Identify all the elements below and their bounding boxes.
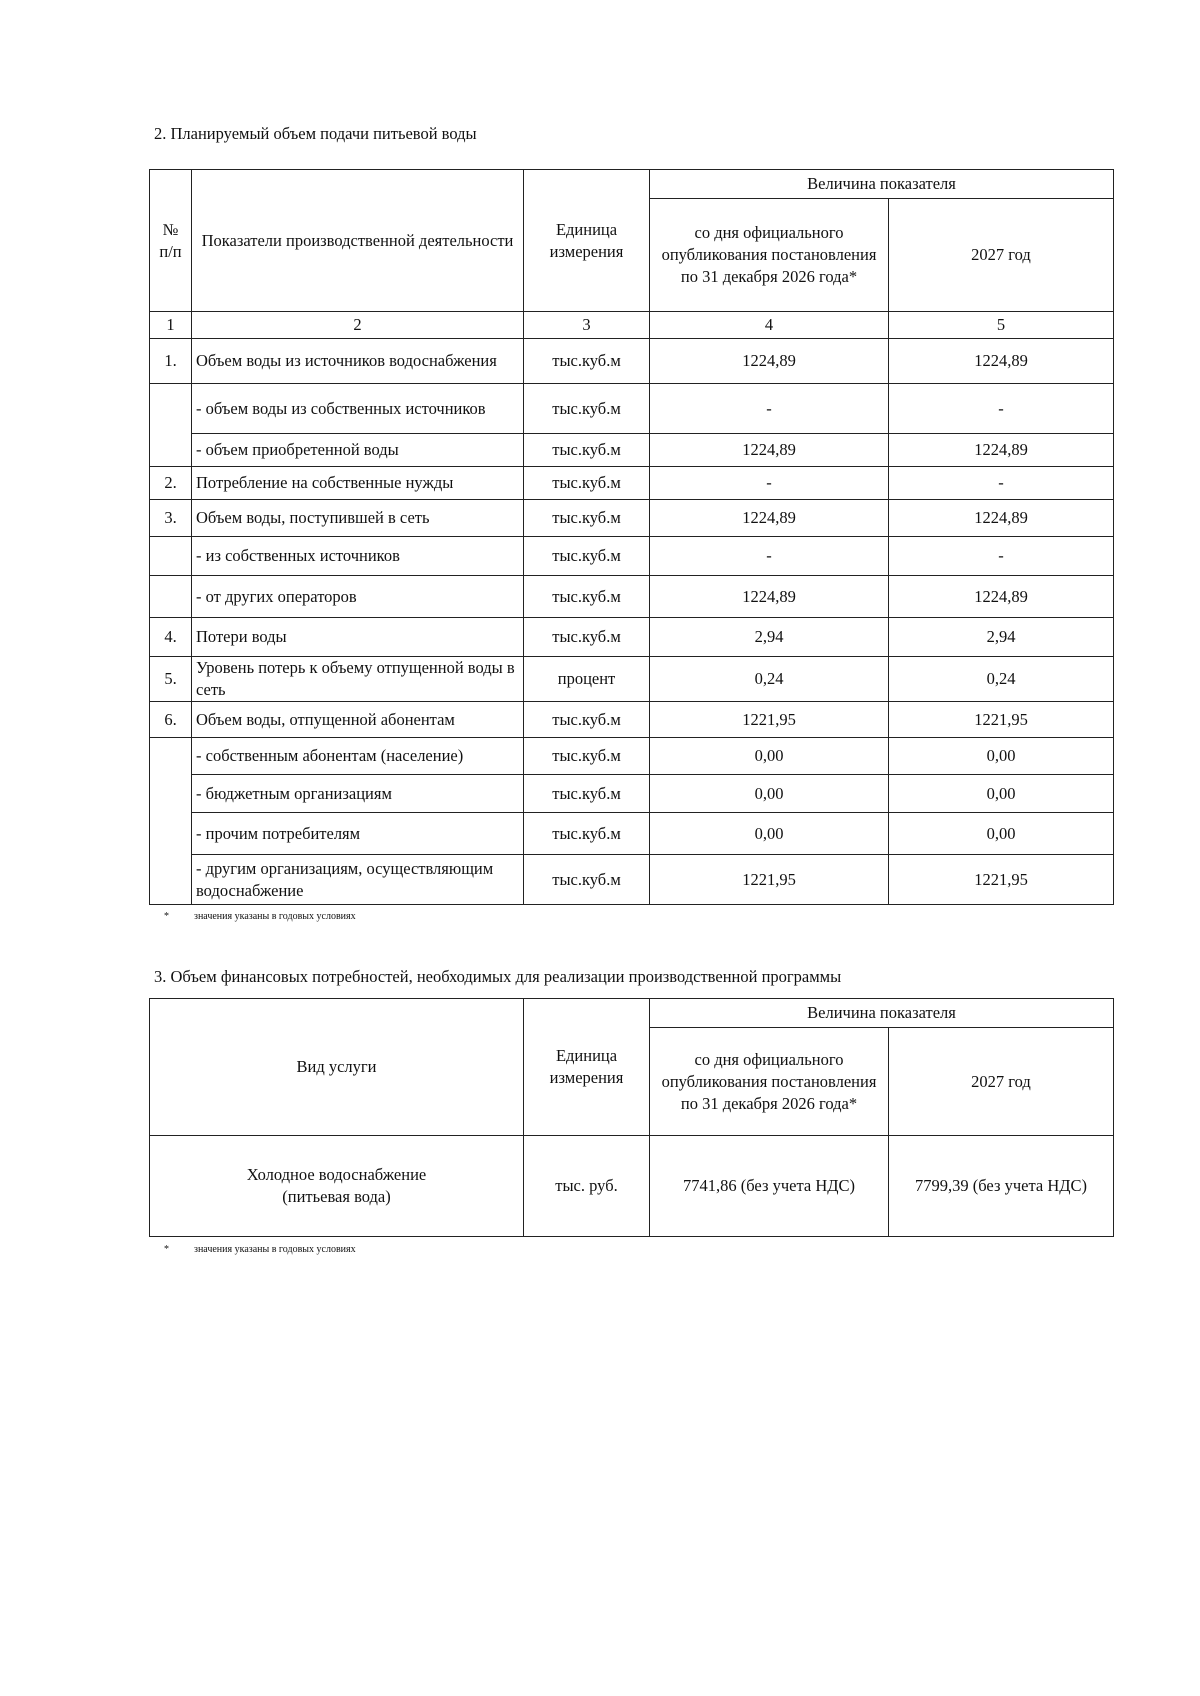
footnote-text: значения указаны в годовых условиях: [194, 1244, 356, 1255]
footnote-star: *: [164, 911, 169, 922]
row-unit: процент: [524, 657, 650, 702]
table-row: [150, 1136, 1114, 1237]
row-unit: тыс.куб.м: [524, 738, 650, 775]
row-value-2: 2,94: [889, 618, 1114, 657]
row-value-1: -: [650, 537, 889, 576]
footnote-star: *: [164, 1244, 169, 1255]
row-value-2: 1224,89: [889, 339, 1114, 384]
colnum-2: 2: [192, 312, 524, 339]
column-number-row: [150, 312, 1114, 339]
service-value-1: 7741,86 (без учета НДС): [650, 1136, 889, 1237]
row-value-1: -: [650, 467, 889, 500]
table-row: [150, 537, 1114, 576]
row-num: [150, 537, 192, 576]
section3-footnote: [164, 1244, 356, 1255]
table-row: [150, 576, 1114, 618]
row-value-2: 0,00: [889, 813, 1114, 855]
header-period-2: 2027 год: [889, 1028, 1114, 1136]
row-num: [150, 738, 192, 905]
row-unit: тыс.куб.м: [524, 576, 650, 618]
colnum-4: 4: [650, 312, 889, 339]
row-name: Потребление на собственные нужды: [192, 467, 524, 500]
row-unit: тыс.куб.м: [524, 537, 650, 576]
table-row: [150, 775, 1114, 813]
row-value-2: -: [889, 537, 1114, 576]
row-unit: тыс.куб.м: [524, 384, 650, 434]
row-value-1: 2,94: [650, 618, 889, 657]
row-name: - объем воды из собственных источников: [192, 384, 524, 434]
table-row: [150, 384, 1114, 434]
row-value-2: 0,24: [889, 657, 1114, 702]
row-value-1: 1224,89: [650, 339, 889, 384]
header-value-group: Величина показателя: [650, 999, 1114, 1028]
header-period-1: со дня официального опубликования постановления по 31 декабря 2026 года*: [650, 199, 889, 312]
section3-heading: 3. Объем финансовых потребностей, необходимых для реализации производственной программы: [154, 967, 842, 986]
row-value-1: 1224,89: [650, 434, 889, 467]
row-name: Уровень потерь к объему отпущенной воды в сеть: [192, 657, 524, 702]
colnum-5: 5: [889, 312, 1114, 339]
row-name: - бюджетным организациям: [192, 775, 524, 813]
row-num: 1.: [150, 339, 192, 384]
row-num: [150, 384, 192, 467]
table-row: [150, 467, 1114, 500]
row-value-1: 1224,89: [650, 576, 889, 618]
header-period-1: со дня официального опубликования постановления по 31 декабря 2026 года*: [650, 1028, 889, 1136]
row-unit: тыс.куб.м: [524, 467, 650, 500]
row-unit: тыс.куб.м: [524, 702, 650, 738]
table-row: [150, 702, 1114, 738]
row-num: 4.: [150, 618, 192, 657]
row-unit: тыс.куб.м: [524, 855, 650, 905]
row-unit: тыс.куб.м: [524, 339, 650, 384]
row-unit: тыс.куб.м: [524, 618, 650, 657]
row-name: - другим организациям, осуществляющим водоснабжение: [192, 855, 524, 905]
row-value-1: -: [650, 384, 889, 434]
header-unit: Единица измерения: [524, 999, 650, 1136]
row-unit: тыс.куб.м: [524, 775, 650, 813]
row-value-1: 1221,95: [650, 855, 889, 905]
colnum-3: 3: [524, 312, 650, 339]
service-name: Холодное водоснабжение (питьевая вода): [150, 1136, 524, 1237]
row-name: Объем воды из источников водоснабжения: [192, 339, 524, 384]
section2-footnote: [164, 911, 356, 922]
service-unit: тыс. руб.: [524, 1136, 650, 1237]
row-value-2: -: [889, 467, 1114, 500]
row-value-1: 0,24: [650, 657, 889, 702]
table-row: [150, 738, 1114, 775]
service-value-2: 7799,39 (без учета НДС): [889, 1136, 1114, 1237]
header-num: № п/п: [150, 170, 192, 312]
row-name: - собственным абонентам (население): [192, 738, 524, 775]
colnum-1: 1: [150, 312, 192, 339]
row-num: 3.: [150, 500, 192, 537]
header-value-group: Величина показателя: [650, 170, 1114, 199]
row-name: Потери воды: [192, 618, 524, 657]
water-supply-table: [149, 169, 1114, 905]
row-num: 5.: [150, 657, 192, 702]
row-name: - от других операторов: [192, 576, 524, 618]
row-num: [150, 576, 192, 618]
row-num: 6.: [150, 702, 192, 738]
header-unit: Единица измерения: [524, 170, 650, 312]
row-value-2: 1221,95: [889, 702, 1114, 738]
row-value-1: 1224,89: [650, 500, 889, 537]
row-unit: тыс.куб.м: [524, 434, 650, 467]
row-value-2: 1224,89: [889, 500, 1114, 537]
row-value-2: 1221,95: [889, 855, 1114, 905]
row-unit: тыс.куб.м: [524, 813, 650, 855]
table-row: [150, 657, 1114, 702]
table-row: [150, 339, 1114, 384]
row-value-2: 1224,89: [889, 576, 1114, 618]
row-name: - объем приобретенной воды: [192, 434, 524, 467]
header-period-2: 2027 год: [889, 199, 1114, 312]
row-value-2: 0,00: [889, 775, 1114, 813]
row-name: - прочим потребителям: [192, 813, 524, 855]
row-value-1: 0,00: [650, 813, 889, 855]
row-name: Объем воды, поступившей в сеть: [192, 500, 524, 537]
table-row: [150, 500, 1114, 537]
row-value-2: 1224,89: [889, 434, 1114, 467]
header-service: Вид услуги: [150, 999, 524, 1136]
row-name: Объем воды, отпущенной абонентам: [192, 702, 524, 738]
row-value-1: 0,00: [650, 738, 889, 775]
section2-heading: 2. Планируемый объем подачи питьевой воды: [154, 124, 477, 143]
table-row: [150, 855, 1114, 905]
row-value-2: -: [889, 384, 1114, 434]
row-value-1: 1221,95: [650, 702, 889, 738]
row-num: 2.: [150, 467, 192, 500]
table-row: [150, 434, 1114, 467]
row-unit: тыс.куб.м: [524, 500, 650, 537]
table-row: [150, 618, 1114, 657]
row-value-2: 0,00: [889, 738, 1114, 775]
financial-needs-table: [149, 998, 1114, 1237]
header-indicator: Показатели производственной деятельности: [192, 170, 524, 312]
table-row: [150, 813, 1114, 855]
footnote-text: значения указаны в годовых условиях: [194, 911, 356, 922]
row-value-1: 0,00: [650, 775, 889, 813]
row-name: - из собственных источников: [192, 537, 524, 576]
